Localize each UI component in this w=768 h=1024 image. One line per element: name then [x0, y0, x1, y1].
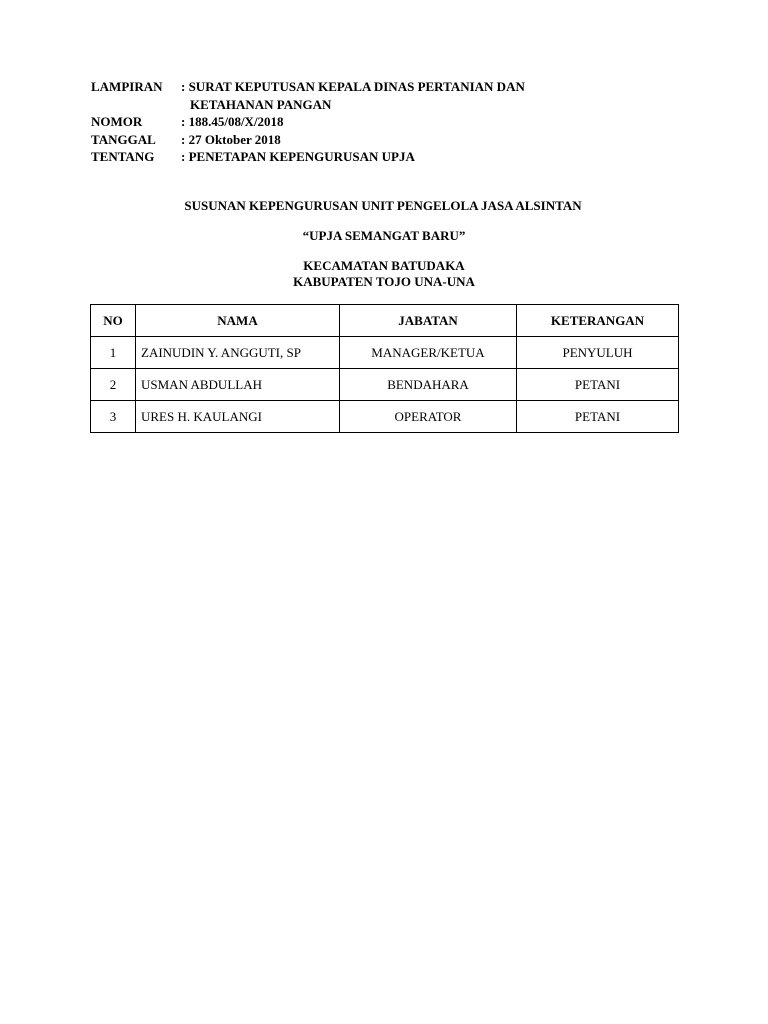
header-row-tentang [91, 148, 525, 166]
cell-nama: ZAINUDIN Y. ANGGUTI, SP [136, 337, 340, 369]
document-subtitle-upja: “UPJA SEMANGAT BARU” [302, 228, 466, 243]
column-header-keterangan: KETERANGAN [517, 305, 679, 337]
table-row [91, 401, 679, 433]
cell-jabatan: BENDAHARA [340, 369, 517, 401]
cell-keterangan: PENYULUH [517, 337, 679, 369]
document-header [91, 78, 525, 166]
document-subtitle-kabupaten: KABUPATEN TOJO UNA-UNA [293, 274, 475, 289]
table-row [91, 337, 679, 369]
column-header-jabatan: JABATAN [340, 305, 517, 337]
cell-no: 2 [91, 369, 136, 401]
cell-no: 1 [91, 337, 136, 369]
header-row-nomor [91, 113, 525, 131]
table-header-row [91, 305, 679, 337]
document-title: SUSUNAN KEPENGURUSAN UNIT PENGELOLA JASA ALSINTAN [184, 198, 582, 213]
tanggal-value: : 27 Oktober 2018 [181, 131, 281, 147]
cell-nama: USMAN ABDULLAH [136, 369, 340, 401]
nomor-label: NOMOR [91, 114, 143, 129]
members-table [90, 304, 679, 433]
header-row-lampiran [91, 78, 525, 96]
lampiran-value: : SURAT KEPUTUSAN KEPALA DINAS PERTANIAN DAN [181, 79, 525, 94]
table-row [91, 369, 679, 401]
column-header-no: NO [91, 305, 136, 337]
cell-jabatan: OPERATOR [340, 401, 517, 433]
cell-jabatan: MANAGER/KETUA [340, 337, 517, 369]
tentang-value: : PENETAPAN KEPENGURUSAN UPJA [181, 149, 415, 164]
cell-keterangan: PETANI [517, 401, 679, 433]
tentang-label: TENTANG [91, 149, 155, 164]
cell-no: 3 [91, 401, 136, 433]
header-row-tanggal [91, 131, 525, 149]
header-row-lampiran-cont [91, 96, 525, 114]
cell-keterangan: PETANI [517, 369, 679, 401]
tanggal-label: TANGGAL [91, 131, 156, 147]
column-header-nama: NAMA [136, 305, 340, 337]
cell-nama: URES H. KAULANGI [136, 401, 340, 433]
lampiran-value-continued: KETAHANAN PANGAN [190, 96, 332, 112]
nomor-value: : 188.45/08/X/2018 [181, 114, 284, 129]
lampiran-label: LAMPIRAN [91, 79, 163, 94]
document-subtitle-kecamatan: KECAMATAN BATUDAKA [303, 258, 465, 273]
